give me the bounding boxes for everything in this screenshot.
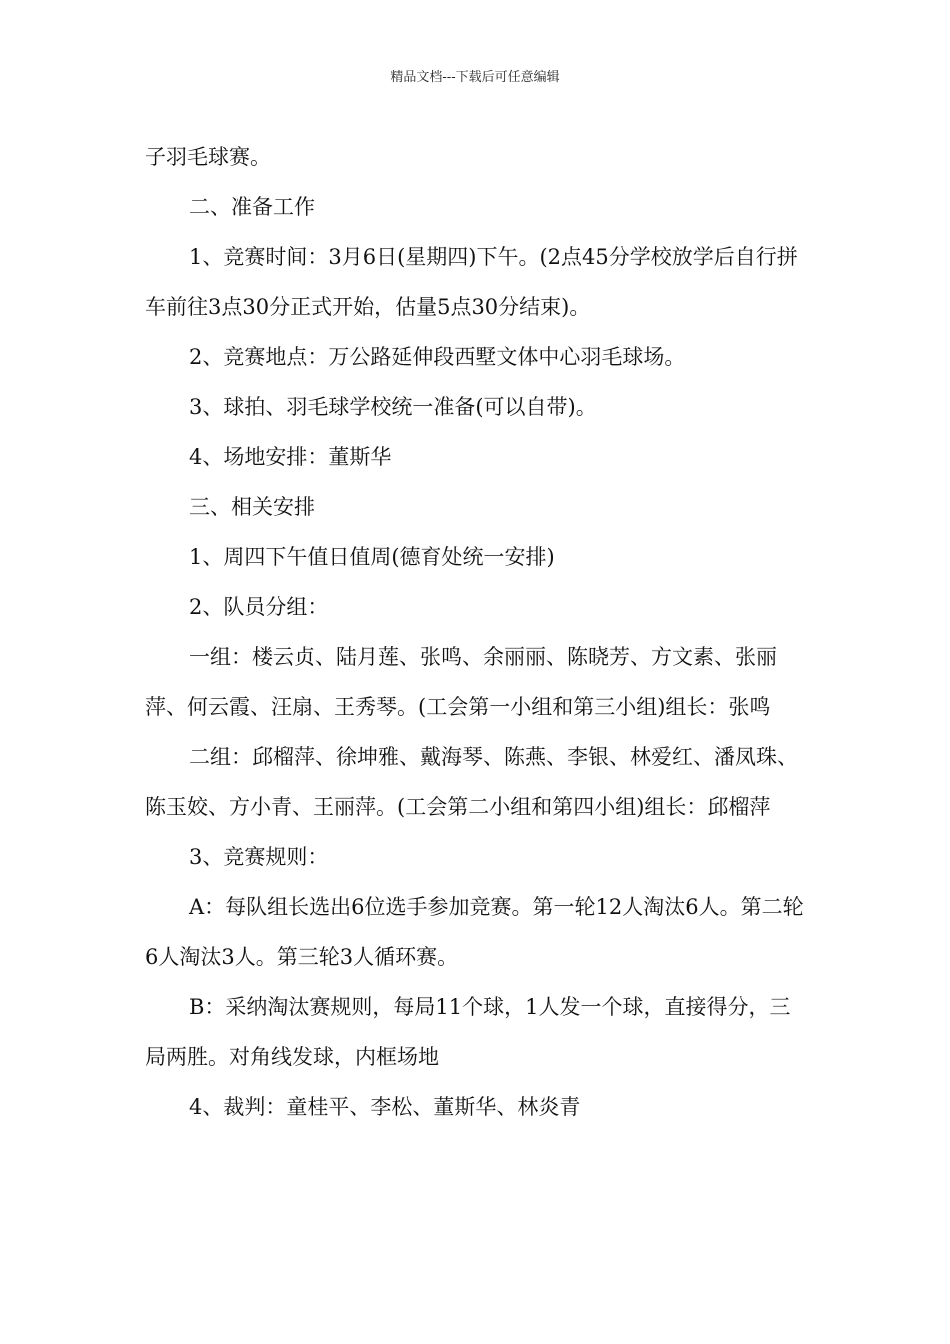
paragraph: 2、队员分组： bbox=[189, 595, 329, 619]
paragraph: 一组：楼云贞、陆月莲、张鸣、余丽丽、陈晓芳、方文素、张丽萍、何云霞、汪扇、王秀琴。(工会第一小组和第三小组)组长：张鸣 bbox=[145, 645, 777, 719]
document-body bbox=[145, 132, 810, 1132]
section-heading: 二、准备工作 bbox=[189, 195, 315, 219]
paragraph: 1、周四下午值日值周(德育处统一安排) bbox=[189, 545, 555, 569]
section-heading: 三、相关安排 bbox=[189, 495, 315, 519]
paragraph: 3、竞赛规则： bbox=[189, 845, 329, 869]
paragraph: B：采纳淘汰赛规则，每局11个球，1人发一个球，直接得分，三局两胜。对角线发球，内框场地 bbox=[145, 995, 791, 1069]
paragraph: 3、球拍、羽毛球学校统一准备(可以自带)。 bbox=[189, 395, 597, 419]
paragraph: 2、竞赛地点：万公路延伸段西墅文体中心羽毛球场。 bbox=[189, 345, 686, 369]
paragraph: 4、裁判：童桂平、李松、董斯华、林炎青 bbox=[189, 1095, 581, 1119]
paragraph: 1、竞赛时间：3月6日(星期四)下午。(2点45分学校放学后自行拼车前往3点30分正式开始，估量5点30分结束)。 bbox=[145, 245, 798, 319]
paragraph: A：每队组长选出6位选手参加竞赛。第一轮12人淘汰6人。第二轮6人淘汰3人。第三轮3人循环赛。 bbox=[145, 895, 804, 969]
paragraph: 子羽毛球赛。 bbox=[145, 145, 271, 169]
page-header: 精品文档---下载后可任意编辑 bbox=[390, 70, 560, 85]
paragraph: 二组：邱榴萍、徐坤雅、戴海琴、陈燕、李银、林爱红、潘凤珠、陈玉姣、方小青、王丽萍。(工会第二小组和第四小组)组长：邱榴萍 bbox=[145, 745, 798, 819]
paragraph: 4、场地安排：董斯华 bbox=[189, 445, 392, 469]
